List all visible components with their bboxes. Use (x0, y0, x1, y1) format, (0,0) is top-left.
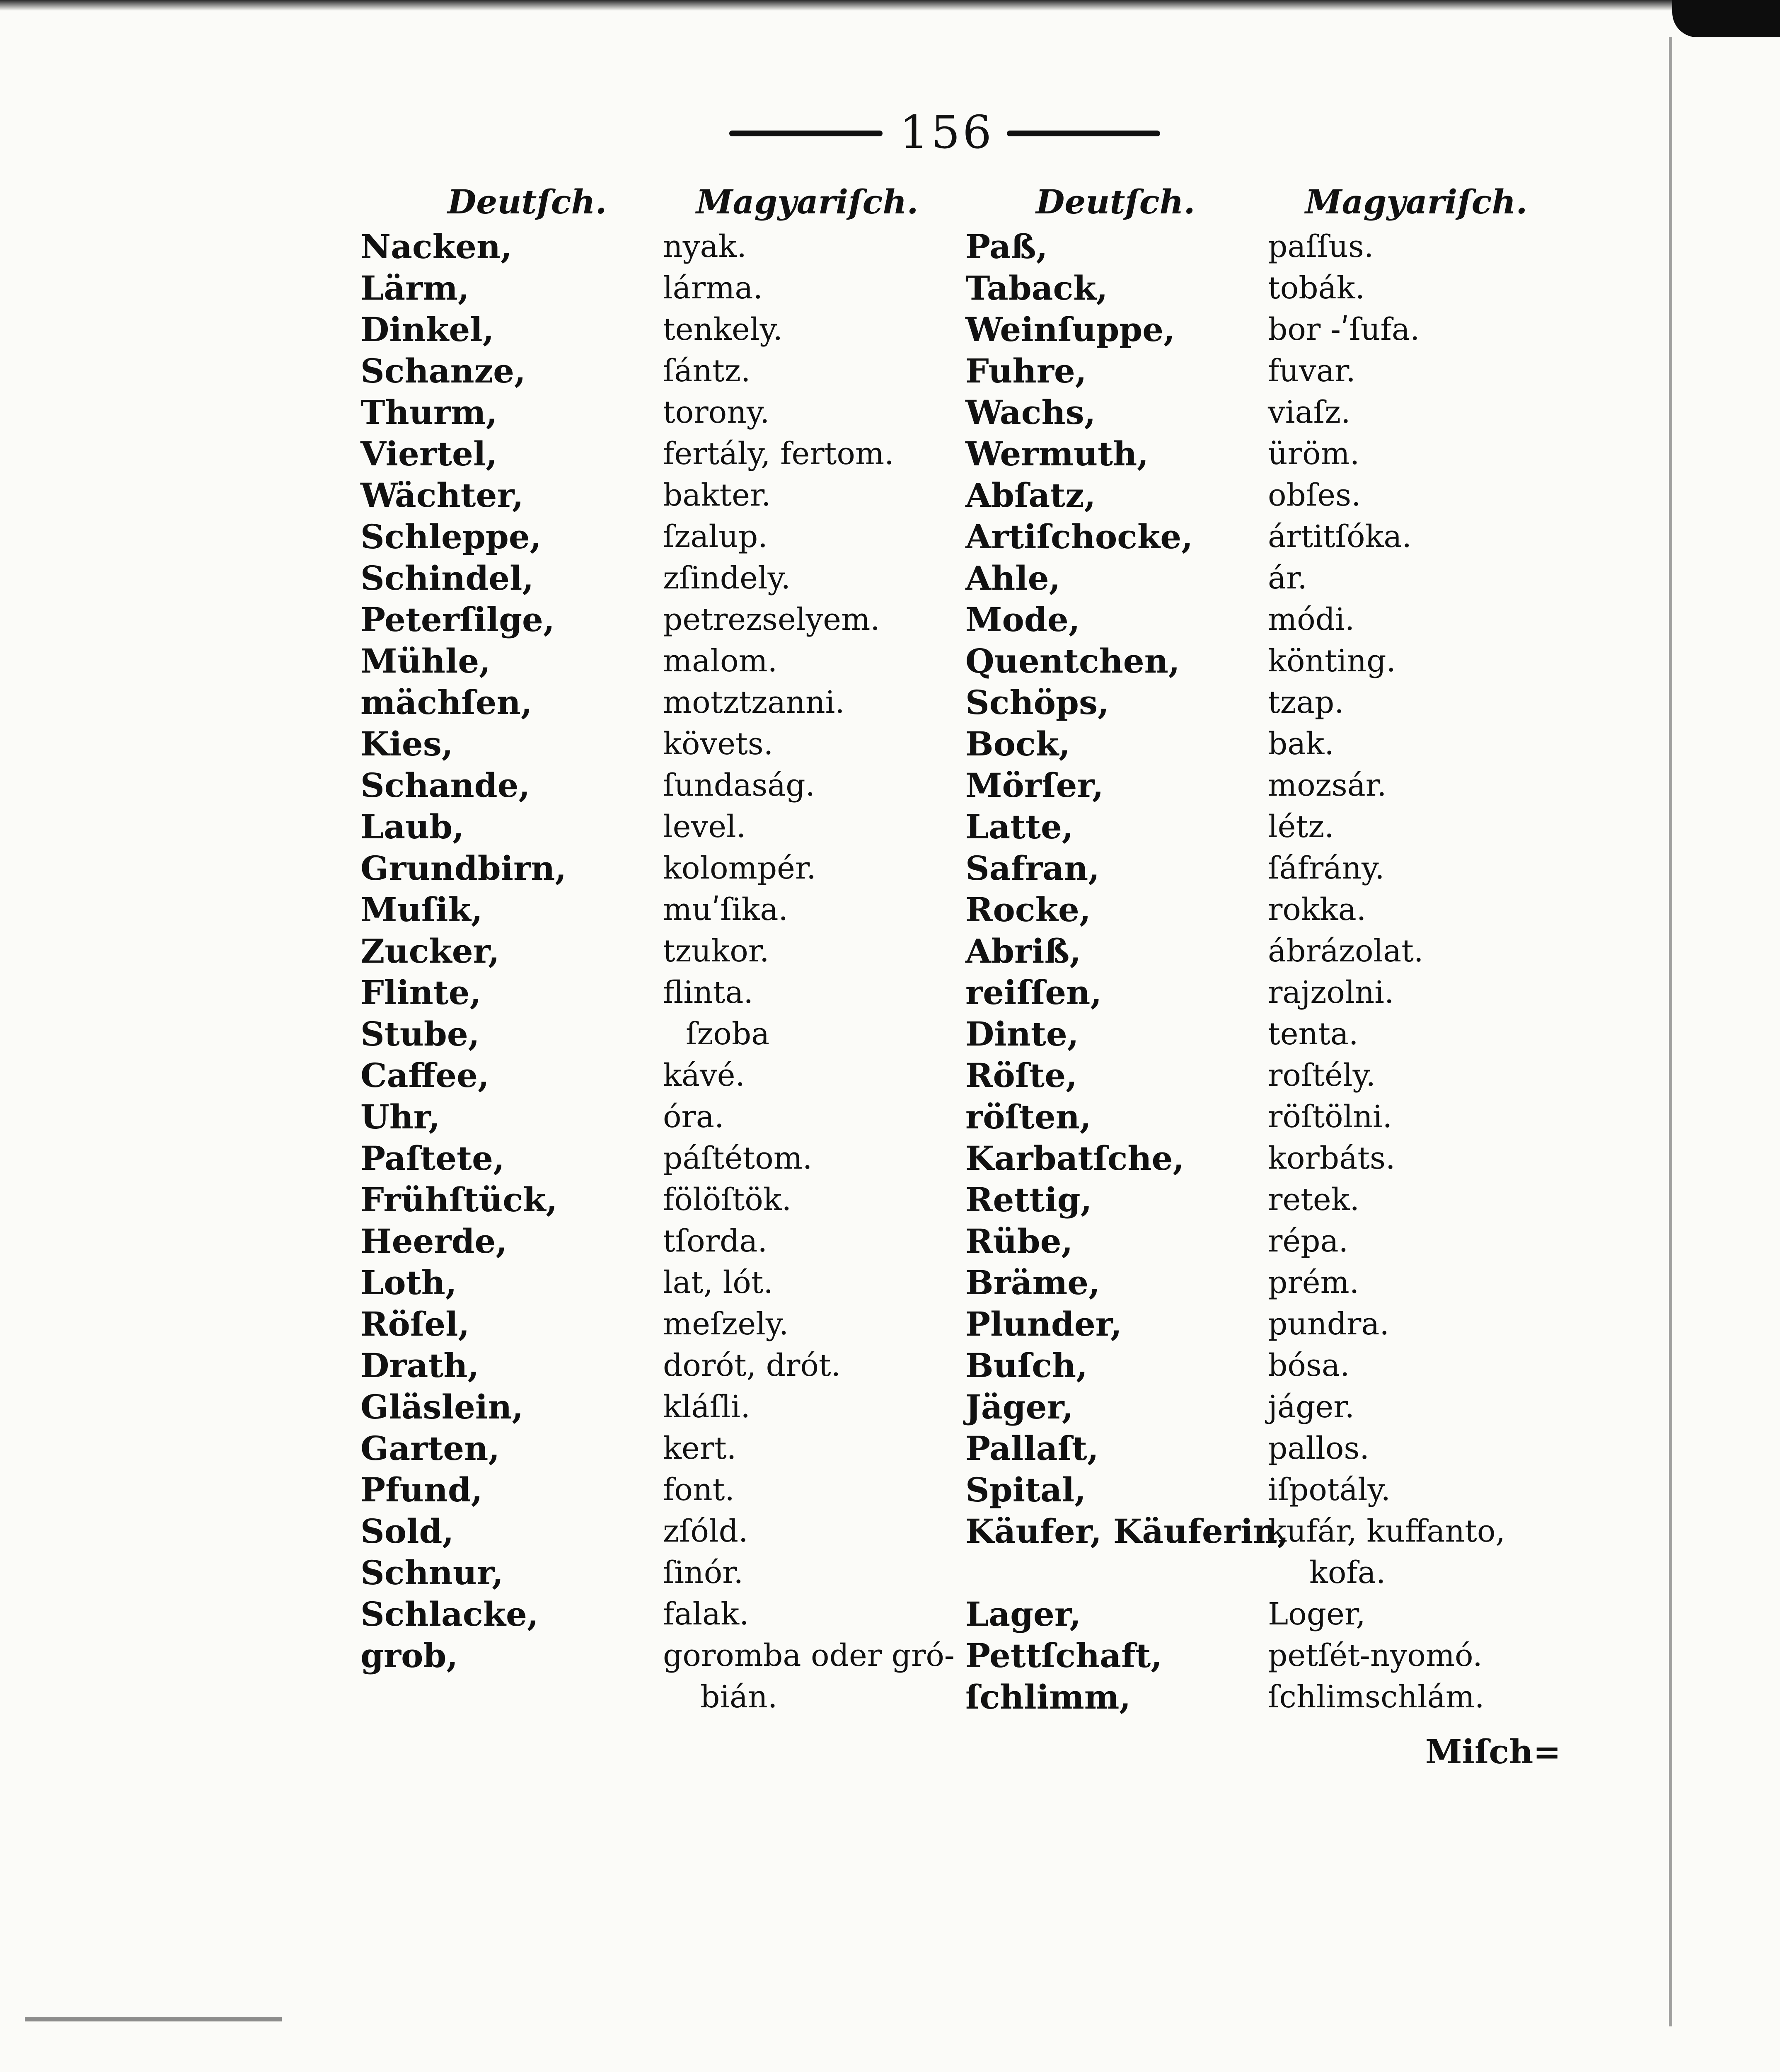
magyar-word: ſzoba (686, 1016, 770, 1052)
magyar-word: meſzely. (663, 1306, 789, 1342)
magyar-word: level. (663, 809, 746, 845)
catchword: Miſch= (1425, 1732, 1561, 1771)
magyar-word: módi. (1268, 602, 1355, 637)
magyar-word: muʹſika. (663, 892, 788, 927)
magyar-word: üröm. (1268, 436, 1360, 472)
magyar-word: Loger, (1268, 1596, 1366, 1632)
magyar-word: roſtély. (1268, 1058, 1376, 1093)
german-word: Schlacke, (360, 1595, 539, 1634)
german-word: Röſte, (965, 1056, 1077, 1095)
page-number: 156 (900, 106, 994, 159)
magyar-word: zſóld. (663, 1513, 748, 1549)
magyar-word: bakter. (663, 477, 771, 513)
page-header (721, 106, 1173, 160)
german-word: Pallaſt, (965, 1429, 1099, 1468)
german-word: Fuhre, (965, 351, 1087, 390)
german-word: Abſatz, (965, 476, 1096, 515)
magyar-word: ár. (1268, 560, 1307, 596)
magyar-word: bak. (1268, 726, 1334, 762)
magyar-word: dorót, drót. (663, 1348, 841, 1383)
german-word: Mode, (965, 600, 1080, 639)
german-word: Mühle, (360, 641, 491, 680)
magyar-word: lat, lót. (663, 1265, 774, 1300)
magyar-word: ſáfrány. (1268, 850, 1385, 886)
magyar-word: óra. (663, 1099, 724, 1135)
magyar-word: prém. (1268, 1265, 1359, 1300)
column-header: Deutſch. (447, 182, 607, 221)
magyar-word: ártitſóka. (1268, 519, 1412, 554)
german-word: Quentchen, (965, 641, 1180, 680)
magyar-word: torony. (663, 395, 770, 430)
german-word: Schande, (360, 766, 530, 805)
magyar-word: rokka. (1268, 892, 1366, 927)
german-word: Rübe, (965, 1222, 1073, 1261)
german-word: Wachs, (965, 393, 1096, 432)
german-word: Loth, (360, 1263, 457, 1302)
magyar-word: viaſz. (1268, 395, 1351, 430)
magyar-word: létz. (1268, 809, 1334, 845)
german-word: Pettſchaft, (965, 1636, 1163, 1675)
magyar-word: ſántz. (663, 353, 751, 389)
german-word: Safran, (965, 849, 1100, 888)
german-word: Paß, (965, 227, 1048, 266)
magyar-word: petſét-nyomó. (1268, 1638, 1483, 1673)
magyar-word: fölöſtök. (663, 1182, 792, 1218)
german-word: Heerde, (360, 1222, 508, 1261)
german-word: Nacken, (360, 227, 513, 266)
german-word: Lärm, (360, 269, 469, 307)
german-word: Dinte, (965, 1014, 1079, 1053)
magyar-word: nyak. (663, 229, 747, 264)
magyar-word: pundra. (1268, 1306, 1390, 1342)
scan-top-edge (0, 0, 1780, 11)
column-header: Magyariſch. (1305, 182, 1528, 221)
german-word: Laub, (360, 807, 464, 846)
german-word: reiſſen, (965, 973, 1102, 1012)
magyar-word: bián. (700, 1679, 778, 1715)
german-word: Thurm, (360, 393, 498, 432)
german-word: mächſen, (360, 683, 532, 722)
german-word: Muſik, (360, 890, 483, 929)
german-word: Buſch, (965, 1346, 1088, 1385)
german-word: Peterſilge, (360, 600, 555, 639)
magyar-word: obſes. (1268, 477, 1361, 513)
german-word: Karbatſche, (965, 1139, 1185, 1178)
magyar-word: kávé. (663, 1058, 745, 1093)
magyar-word: korbáts. (1268, 1140, 1395, 1176)
german-word: Paſtete, (360, 1139, 505, 1178)
german-word: Spital, (965, 1470, 1086, 1509)
german-word: Plunder, (965, 1305, 1122, 1343)
german-word: Schindel, (360, 559, 534, 598)
german-word: Röſel, (360, 1305, 470, 1343)
german-word: Schanze, (360, 351, 526, 390)
magyar-word: ſundaság. (663, 767, 815, 803)
german-word: Pfund, (360, 1470, 483, 1509)
magyar-word: mozsár. (1268, 767, 1387, 803)
german-word: Weinſuppe, (965, 310, 1175, 349)
header-rule-right (1007, 131, 1160, 136)
magyar-word: jáger. (1268, 1389, 1354, 1425)
magyar-word: paſſus. (1268, 229, 1374, 264)
german-word: Wermuth, (965, 434, 1149, 473)
german-word: Schöps, (965, 683, 1109, 722)
german-word: Rettig, (965, 1180, 1092, 1219)
german-word: Abriß, (965, 932, 1081, 971)
german-word: Latte, (965, 807, 1074, 846)
column-magyar-right (1268, 178, 1583, 1718)
magyar-word: falak. (663, 1596, 749, 1632)
german-word: grob, (360, 1636, 458, 1675)
german-word: Garten, (360, 1429, 500, 1468)
magyar-word: tzukor. (663, 933, 769, 969)
magyar-word: motztzanni. (663, 685, 845, 720)
german-word: Jäger, (965, 1387, 1074, 1426)
header-rule-left (729, 131, 883, 136)
magyar-word: röſtölni. (1268, 1099, 1393, 1135)
german-word: Sold, (360, 1512, 454, 1551)
german-word: Gläslein, (360, 1387, 524, 1426)
german-word: Caffee, (360, 1056, 489, 1095)
magyar-word: rajzolni. (1268, 975, 1394, 1010)
magyar-word: fertály, fertom. (663, 436, 894, 472)
magyar-word: tſorda. (663, 1223, 768, 1259)
magyar-word: páſtétom. (663, 1140, 813, 1176)
magyar-word: könting. (1268, 643, 1396, 679)
german-word: Zucker, (360, 932, 500, 971)
column-german-left (360, 178, 626, 1676)
german-word: Viertel, (360, 434, 498, 473)
column-header: Deutſch. (1036, 182, 1195, 221)
german-word: Flinte, (360, 973, 481, 1012)
scan-smudge (25, 2017, 282, 2021)
german-word: Käufer, Käuferin, (965, 1512, 1289, 1551)
german-word: Dinkel, (360, 310, 494, 349)
german-word: Bräme, (965, 1263, 1100, 1302)
german-word: Schnur, (360, 1553, 504, 1592)
magyar-word: répa. (1268, 1223, 1349, 1259)
magyar-word: ábrázolat. (1268, 933, 1424, 969)
magyar-word: követs. (663, 726, 774, 762)
german-word: Lager, (965, 1595, 1081, 1634)
magyar-word: kert. (663, 1431, 737, 1466)
magyar-word: tenkely. (663, 312, 783, 347)
german-word: Kies, (360, 724, 453, 763)
german-word: Mörſer, (965, 766, 1104, 805)
german-word: Schleppe, (360, 517, 542, 556)
blank-line (965, 1552, 1255, 1593)
magyar-word: retek. (1268, 1182, 1360, 1218)
scan-right-edge (1669, 37, 1672, 2026)
magyar-word: zſindely. (663, 560, 791, 596)
magyar-word: pallos. (1268, 1431, 1369, 1466)
magyar-word: bósa. (1268, 1348, 1350, 1383)
german-word: röſten, (965, 1097, 1091, 1136)
magyar-word: ſzalup. (663, 519, 768, 554)
column-magyar-left (663, 178, 961, 1718)
german-word: Rocke, (965, 890, 1091, 929)
german-word: Uhr, (360, 1097, 440, 1136)
magyar-word: kláſli. (663, 1389, 750, 1425)
magyar-word: petrezselyem. (663, 602, 880, 637)
magyar-word: malom. (663, 643, 778, 679)
magyar-word: lárma. (663, 270, 763, 306)
magyar-word: flinta. (663, 975, 754, 1010)
german-word: Stube, (360, 1014, 480, 1053)
column-header: Magyariſch. (696, 182, 919, 221)
german-word: Wächter, (360, 476, 524, 515)
german-word: Grundbirn, (360, 849, 567, 888)
magyar-word: ſinór. (663, 1555, 744, 1590)
magyar-word: tobák. (1268, 270, 1365, 306)
magyar-word: kofa. (1309, 1555, 1386, 1590)
magyar-word: font. (663, 1472, 735, 1508)
magyar-word: goromba oder gró- (663, 1638, 955, 1673)
scan-dark-corner (1672, 0, 1780, 37)
magyar-word: fuvar. (1268, 353, 1356, 389)
magyar-word: bor -ʹſufa. (1268, 312, 1420, 347)
magyar-word: tzap. (1268, 685, 1344, 720)
magyar-word: ſchlimschlám. (1268, 1679, 1485, 1715)
magyar-word: kolompér. (663, 850, 816, 886)
magyar-word: tenta. (1268, 1016, 1359, 1052)
german-word: ſchlimm, (965, 1677, 1131, 1716)
magyar-word: iſpotály. (1268, 1472, 1391, 1508)
german-word: Drath, (360, 1346, 479, 1385)
german-word: Artiſchocke, (965, 517, 1193, 556)
german-word: Ahle, (965, 559, 1061, 598)
german-word: Bock, (965, 724, 1070, 763)
german-word: Frühſtück, (360, 1180, 558, 1219)
magyar-word: kufár, kuffanto, (1268, 1513, 1505, 1549)
german-word: Taback, (965, 269, 1108, 307)
